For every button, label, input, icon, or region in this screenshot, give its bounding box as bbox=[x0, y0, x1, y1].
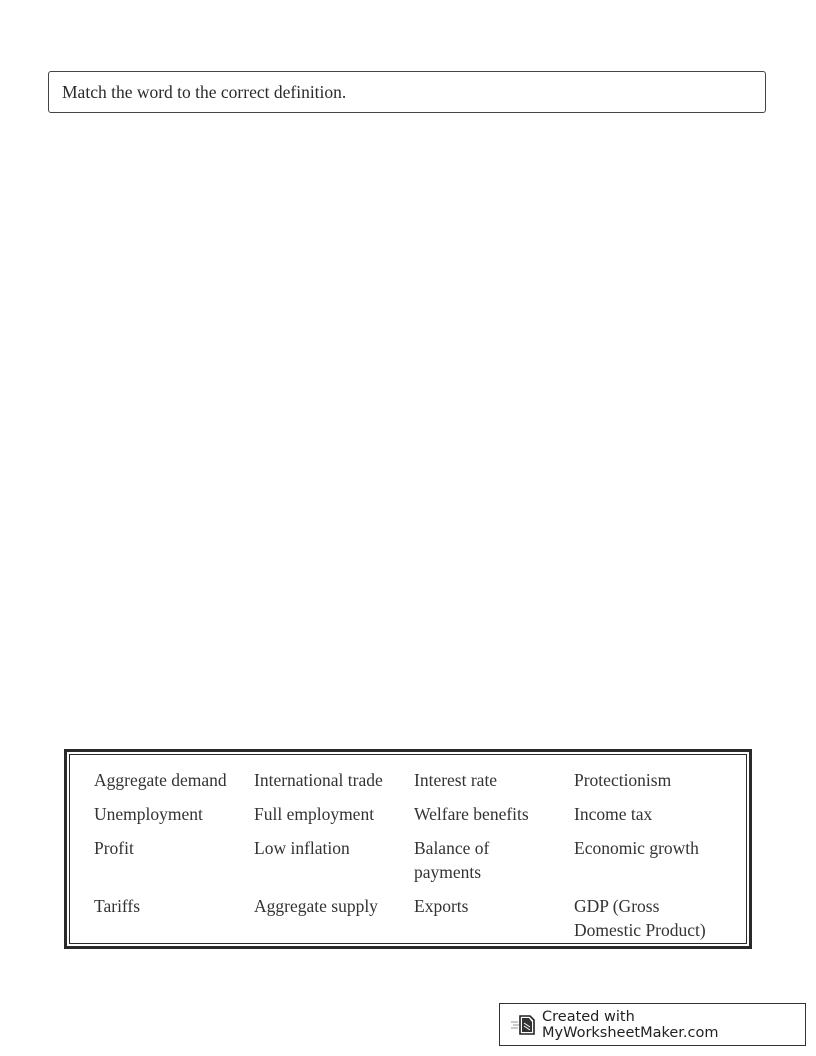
word-item: GDP (Gross Domestic Product) bbox=[574, 896, 706, 940]
word-item: Profit bbox=[94, 838, 134, 858]
word-item: Protectionism bbox=[574, 770, 672, 790]
word-item: Tariffs bbox=[94, 896, 141, 916]
created-with-label: Created with MyWorksheetMaker.com bbox=[542, 1008, 719, 1041]
word-item: Aggregate demand bbox=[94, 770, 227, 790]
word-item: Interest rate bbox=[414, 770, 498, 790]
created-with-badge[interactable] bbox=[499, 1003, 806, 1046]
word-item: Exports bbox=[414, 896, 469, 916]
word-item: International trade bbox=[254, 770, 383, 790]
word-bank-row bbox=[94, 802, 746, 836]
word-bank bbox=[64, 749, 752, 949]
word-item: Low inflation bbox=[254, 838, 350, 858]
word-item: Welfare benefits bbox=[414, 804, 529, 824]
word-item: Full employment bbox=[254, 804, 375, 824]
word-bank-row bbox=[94, 894, 746, 952]
word-item: Income tax bbox=[574, 804, 653, 824]
word-bank-row bbox=[94, 768, 746, 802]
instructions-box bbox=[48, 71, 766, 113]
word-item: Economic growth bbox=[574, 838, 699, 858]
worksheet-logo-icon bbox=[510, 1014, 536, 1036]
word-item: Aggregate supply bbox=[254, 896, 378, 916]
word-item: Balance of payments bbox=[414, 838, 490, 882]
word-bank-inner bbox=[69, 754, 747, 944]
word-item: Unemployment bbox=[94, 804, 203, 824]
instructions-text: Match the word to the correct definition. bbox=[62, 82, 347, 102]
word-bank-row bbox=[94, 836, 746, 894]
